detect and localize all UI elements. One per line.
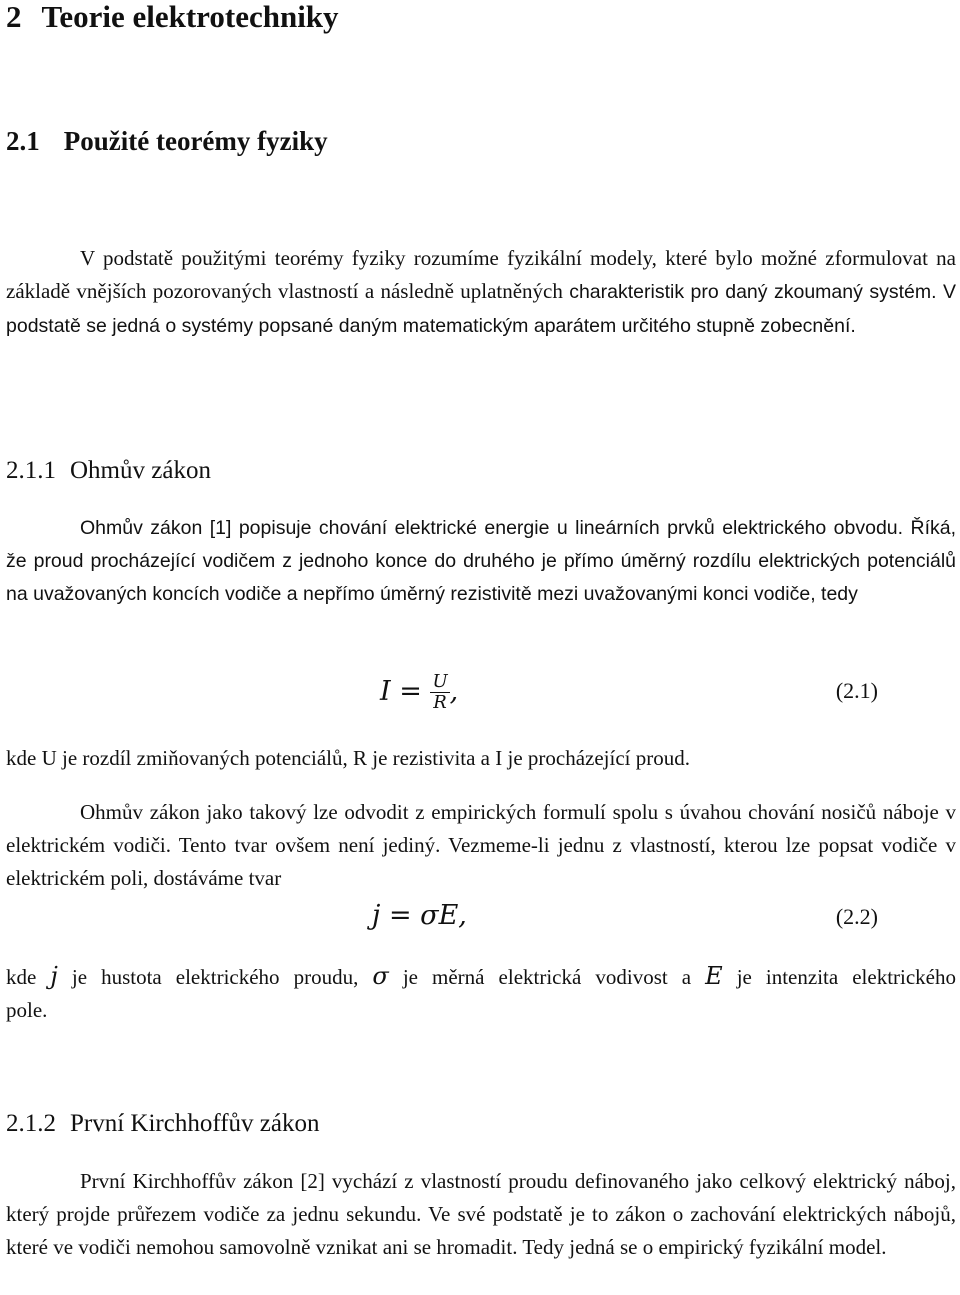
- ohm-paragraph-2: kde U je rozdíl zmiňovaných potenciálů, R je rezistivita a I je procházející proud.: [6, 746, 690, 770]
- p4-text-4: je intenzita elektrického pole.: [6, 965, 957, 1022]
- section-title: Použité teorémy fyziky: [63, 126, 328, 156]
- symbol-e: E: [705, 962, 723, 990]
- equation-2-1-number: (2.1): [835, 678, 878, 703]
- chapter-heading: [6, 0, 339, 34]
- p4-text-1: kde: [6, 965, 37, 989]
- eq1-lhs: I =: [380, 676, 422, 707]
- eq1-denominator: R: [433, 692, 447, 713]
- eq1-fraction: [430, 672, 449, 713]
- kirchhoff-number: 2.1.2: [6, 1110, 56, 1137]
- section-intro-paragraph: [6, 242, 956, 343]
- chapter-number: 2: [6, 0, 22, 34]
- eq1-numerator: U: [432, 671, 448, 692]
- ohm-title: Ohmův zákon: [70, 457, 211, 484]
- intro-text-serif: V podstatě použitými teorémy fyziky rozumíme fyzikální modely, které bylo možné zformulovat na základě vnějších pozorovaných vlastností a následně uplatněných: [6, 246, 956, 303]
- ohm-number: 2.1.1: [6, 457, 56, 484]
- equation-2-1: [0, 664, 960, 724]
- kirchhoff-paragraph-1: První Kirchhoffův zákon [2] vychází z vlastností proudu definovaného jako celkový elektrický náboj, který projde průřezem vodiče za jednu sekundu. Ve své podstatě je to zákon o zachování elektrických nábojů, které ve vodiči nemohou samovolně vznikat ani se hromadit. Tedy jedná se o empirický fyzikální model.: [6, 1169, 956, 1259]
- kirchhoff-title: První Kirchhoffův zákon: [70, 1110, 320, 1137]
- section-heading: [6, 124, 328, 158]
- eq1-tail: ,: [449, 676, 459, 707]
- intro-text-sans: charakteristik pro daný zkoumaný systém. V podstatě se jedná o systémy popsané daným matematickým aparátem určitého stupně zobecnění.: [6, 281, 957, 337]
- kirchhoff-heading: [6, 1108, 320, 1140]
- ohm-paragraph-3: Ohmův zákon jako takový lze odvodit z empirických formulí spolu s úvahou chování nosičů náboje v elektrickém vodiči. Tento tvar ovšem není jediný. Vezmeme-li jednu z vlastností, kterou lze popsat vodiče v elektrickém poli, dostáváme tvar: [6, 800, 956, 890]
- equation-2-1-formula: [380, 672, 458, 713]
- p4-text-2: je hustota elektrického proudu,: [71, 965, 359, 989]
- equation-2-2: [0, 898, 960, 958]
- equation-2-2-formula: j = σE,: [372, 900, 467, 931]
- ohm-paragraph-1: Ohmův zákon [1] popisuje chování elektrické energie u lineárních prvků elektrického obvodu. Říká, že proud procházející vodičem z jednoho konce do druhého je přímo úměrný rozdílu elektrických potenciálů na uvažovaných koncích vodiče a nepřímo úměrný rezistivitě mezi uvažovanými konci vodiče, tedy: [6, 517, 956, 605]
- chapter-title: Teorie elektrotechniky: [41, 0, 339, 34]
- symbol-j: j: [50, 962, 58, 990]
- ohm-heading: [6, 455, 211, 487]
- symbol-sigma: σ: [372, 962, 389, 990]
- ohm-paragraph-4: [6, 960, 956, 1027]
- section-number: 2.1: [6, 126, 40, 156]
- equation-2-2-number: (2.2): [835, 904, 878, 929]
- p4-text-3: je měrná elektrická vodivost a: [402, 965, 692, 989]
